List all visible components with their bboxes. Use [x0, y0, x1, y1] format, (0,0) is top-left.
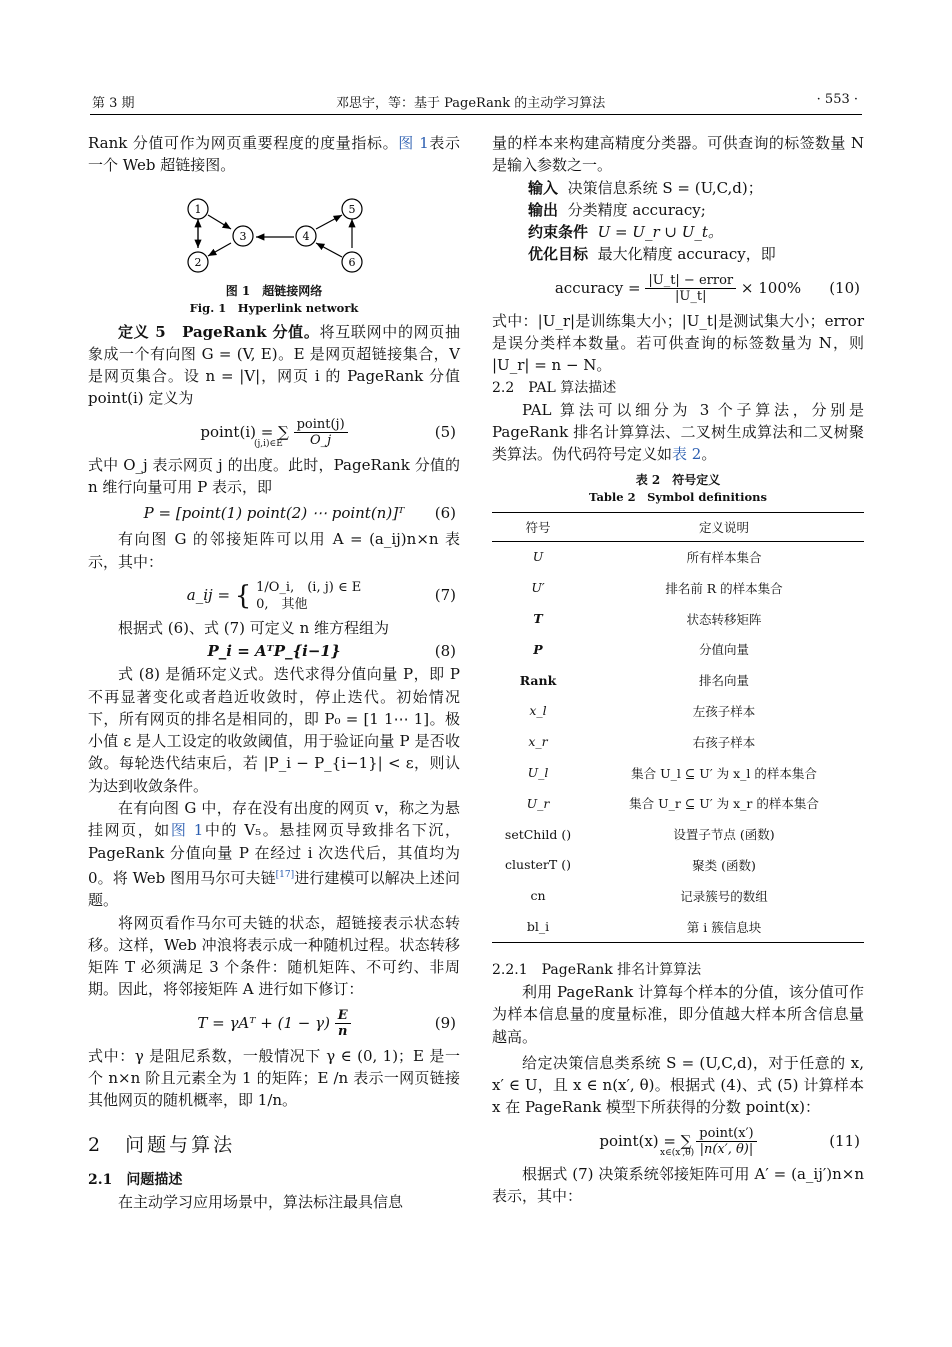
equation-system-paragraph: 根据式 (6)、式 (7) 可定义 n 维方程组为 — [118, 618, 389, 637]
hyperlink-graph — [88, 185, 460, 281]
edge-6-4 — [316, 243, 342, 257]
figure-caption-cn: 图 1 超链接网络 — [225, 283, 323, 298]
problem-paragraph: 在主动学习应用场景中，算法标注最具信息 — [118, 1192, 404, 1211]
definition-title: 定义 5 PageRank 分值。 — [118, 322, 320, 341]
equation-7: a_ij = { 1/O_i, (i, j) ∈ E 0, 其他 (7) — [88, 573, 460, 617]
section-2-2-1-heading: 2.2.1 PageRank 排名计算算法 — [492, 961, 702, 978]
table-header-cell: 定义说明 — [584, 512, 864, 541]
io-output: 输出 分类精度 accuracy; — [528, 200, 706, 219]
table-row: bl_i 第 i 簇信息块 — [492, 911, 864, 942]
table-row: U_l 集合 U_l ⊆ U′ 为 x_l 的样本集合 — [527, 765, 817, 781]
running-header — [90, 92, 862, 114]
section-2-heading: 2 问题与算法 — [88, 1133, 236, 1156]
edge-1-3 — [208, 215, 231, 229]
figure-1-link[interactable]: 图 1 — [170, 821, 204, 840]
damping-paragraph: 式中：γ 是阻尼系数，一般情况下 γ ∈ (0, 1)；E 是一个 n×n 阶且元素全为 1 的矩阵；E /n 表示一网页链接其他网页的随机概率，即 1/n。 — [88, 1046, 460, 1110]
io-objective: 优化目标 最大化精度 accuracy，即 — [528, 245, 776, 264]
node-label: 4 — [302, 229, 310, 243]
right-column — [492, 132, 864, 1207]
section-2-2-heading: 2.2 PAL 算法描述 — [492, 379, 617, 396]
table-row: x_r 右孩子样本 — [528, 734, 756, 750]
header-rule — [90, 114, 862, 115]
figure-1-link[interactable]: 图 1 — [398, 134, 429, 152]
io-input: 输入 决策信息系统 S = (U,C,d)； — [528, 178, 763, 197]
continuation-paragraph: 量的样本来构建高精度分类器。可供查询的标签数量 N 是输入参数之一。 — [492, 134, 864, 175]
table-header-cell: 符号 — [492, 512, 584, 541]
table-row: clusterT () 聚类 (函数) — [505, 857, 756, 873]
markov-paragraph: 将网页看作马尔可夫链的状态，超链接表示状态转移。这样，Web 冲浪将表示成一种随机过程。状态转移矩阵 T 必须满足 3 个条件：随机矩阵、不可约、非周期。因此，将邻接矩阵 A 进行如下修订： — [88, 913, 460, 999]
table-header-row — [492, 512, 864, 541]
node-label: 5 — [348, 202, 356, 216]
equation-11: point(x) = ∑ $\frac{\text{point(x′)}}{|n(x', \theta)|}$ x∈(x′,θ) (11) — [492, 1119, 864, 1163]
iteration-paragraph: 式 (8) 是循环定义式。迭代求得分值向量 P，即 P 不再显著变化或者趋近收敛时，停止迭代。初始情况下，所有网页的排名是相同的，即 P₀ = [1 1⋯ 1]。极小值 ε 是人工设定的收敛阈值，用于验证向量 P 是否收敛。每轮迭代结束后，若 |P_i − P_{i−1}| < ε，则认为达到收敛条件。 — [88, 665, 460, 795]
definition-5: 定义 5 PageRank 分值。将互联网中的网页抽象成一个有向图 G = (V, E)。E 是网页超链接集合，V 是网页集合。设 n = |V|，网页 i 的 PageRank 分值 point(i) 定义为 — [88, 322, 460, 408]
adjacency-matrix-paragraph: 根据式 (7) 决策系统邻接矩阵可用 A′ = (a_ij′)n×n 表示，其中： — [492, 1164, 864, 1205]
node-label: 6 — [348, 255, 356, 269]
running-title: 邓思宇，等：基于 PageRank 的主动学习算法 — [336, 96, 606, 111]
out-degree-paragraph: 式中 O_j 表示网页 j 的出度。此时，PageRank 分值的 n 维行向量可用 P 表示，即 — [88, 455, 460, 497]
table-row: U 所有样本集合 — [532, 549, 762, 565]
pagerank-paragraph: 利用 PageRank 计算每个样本的分值，该分值可作为样本信息量的度量标准，即分值越大样本所含信息量越高。 — [492, 982, 864, 1046]
io-constraint: 约束条件 U = U_r ∪ U_t。 — [528, 223, 723, 242]
equation-8: P_i = AᵀP_{i−1} (8) — [88, 639, 460, 663]
io-spec — [492, 177, 864, 266]
issue-label: 第 3 期 — [92, 96, 135, 111]
table-2-link[interactable]: 表 2 — [672, 445, 702, 464]
table-caption-en: Table 2 Symbol definitions — [588, 489, 767, 504]
edge-3-2 — [208, 243, 231, 256]
left-column — [88, 132, 460, 1213]
hyperlink-figure — [88, 185, 460, 281]
table-row: T 状态转移矩阵 — [533, 611, 762, 627]
set-size-paragraph: 式中：|U_r|是训练集大小；|U_t|是测试集大小；error 是误分类样本数量。若可供查询的标签数量为 N，则 |U_r| = n − N。 — [492, 311, 864, 375]
equation-number: (7) — [434, 585, 456, 604]
table-row: U_r 集合 U_r ⊆ U′ 为 x_r 的样本集合 — [526, 795, 819, 812]
equation-10: accuracy = $\frac{\text{|U\_t| − error}}{|U\_t|}$ × 100% (10) — [492, 266, 864, 310]
equation-number: (9) — [434, 1013, 456, 1032]
given-system-paragraph: 给定决策信息类系统 S = (U,C,d)，对于任意的 x, x′ ∈ U，且 x ∈ n(x′, θ)。根据式 (4)、式 (5) 计算样本 x 在 PageRank 模型下所获得的分数 point(x)： — [492, 1053, 864, 1117]
table-row: U′ 排名前 R 的样本集合 — [531, 580, 783, 596]
section-2-1-heading: 2.1 问题描述 — [88, 1171, 183, 1188]
table-row: x_l 左孩子样本 — [529, 703, 756, 719]
table-row: Rank 排名向量 — [519, 672, 749, 689]
equation-number: (11) — [829, 1131, 860, 1150]
pal-paragraph: PAL 算法可以细分为 3 个子算法，分别是 PageRank 排名计算算法、二叉树生成算法和二叉树聚类算法。伪代码符号定义如表 2。 — [492, 400, 864, 464]
dangling-page-paragraph: 在有向图 G 中，存在没有出度的网页 v，称之为悬挂网页，如图 1中的 V₅。悬挂网页导致排名下沉，PageRank 分值向量 P 在经过 i 次迭代后，其值均为 0。将 Web 图用马尔可夫链[17]进行建模可以解决上述问题。 — [88, 799, 460, 910]
equation-number: (6) — [434, 504, 456, 523]
symbol-table — [492, 512, 864, 943]
equation-5: point(i) = ∑ $\frac{\text{point(j)}}{O\_j}$ (j,i)∈E (5) — [88, 410, 460, 454]
equation-9: T = γAᵀ + (1 − γ) $\frac{E}{n}$ (9) — [88, 1001, 460, 1045]
table-row: cn 记录簇号的数组 — [530, 888, 768, 904]
node-label: 2 — [194, 255, 202, 269]
equation-number: (8) — [434, 642, 456, 661]
table-caption-cn: 表 2 符号定义 — [635, 472, 721, 487]
node-label: 1 — [194, 202, 202, 216]
table-row: setChild () 设置子节点 (函数) — [504, 826, 775, 843]
node-label: 3 — [239, 229, 247, 243]
adjacency-paragraph: 有向图 G 的邻接矩阵可以用 A = (a_ij)n×n 表示，其中： — [88, 530, 460, 571]
equation-6: P = [point(1) point(2) ⋯ point(n)]ᵀ (6) — [88, 498, 460, 528]
table-row: P 分值向量 — [533, 641, 749, 658]
page-number: · 553 · — [816, 92, 858, 107]
equation-number: (10) — [829, 278, 860, 297]
citation-17[interactable]: [17] — [275, 869, 295, 880]
figure-caption-en: Fig. 1 Hyperlink network — [189, 300, 359, 315]
edge-4-5 — [316, 215, 342, 229]
intro-paragraph: Rank 分值可作为网页重要程度的度量指标。图 1表示一个 Web 超链接图。 — [88, 134, 460, 175]
equation-number: (5) — [434, 422, 456, 441]
